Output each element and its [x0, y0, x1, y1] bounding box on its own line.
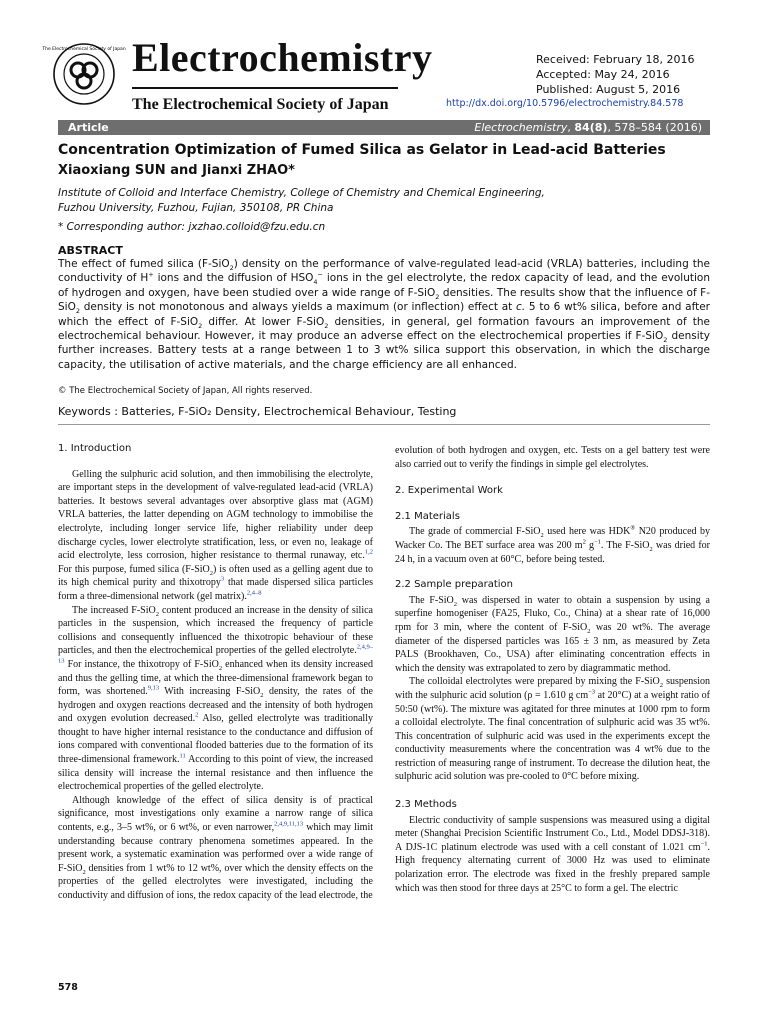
society-logo [42, 42, 126, 106]
journal-name: Electrochemistry [132, 35, 433, 80]
body-column-left [58, 440, 373, 903]
body-column-right [395, 444, 710, 895]
paragraph: The F-SiO$_2$ was dispersed in water to obtain a suspension by using a superfine homogeniser (FA25, Fluko, Co., China) at a shear rate of 16,000 rpm for 3 min, where the content of F-SiO$_2$ was 20 wt%. The average diameter of the dispersed particles was 165 ± 3 nm, as measured by Zeta PALS (Brookhaven, Co., USA) after eliminating concentration effects in which the density was extrapolated to zero by diagrammatic method. [395, 594, 711, 674]
header-divider [132, 87, 398, 89]
subsection-heading: 2.1 Materials [395, 510, 460, 522]
article-type-bar [58, 120, 710, 135]
published-date: Published: August 5, 2016 [536, 83, 681, 96]
doi-link[interactable]: http://dx.doi.org/10.5796/electrochemistry.84.578 [446, 98, 684, 109]
society-name: The Electrochemical Society of Japan [132, 96, 389, 113]
paragraph: The colloidal electrolytes were prepared by mixing the F-SiO$_2$ suspension with the sulphuric acid solution (ρ = 1.610 g $cm^{-3}$ at 20°C) at a weight ratio of 50:50 (wt%). The mixture was agitated for three minutes at 1000 rpm to form a colloidal electrolyte. The final concentration of sulphuric acid was 35 wt%. This concentration of sulphuric acid was used in the experiments except the conductivity measurements where the concentration was 4 wt% due to the restriction of measuring range of instrument. To decrease the dilution heat, the sulphuric acid solution was pre-cooled to 0°C before mixing. [395, 676, 710, 783]
article-title: Concentration Optimization of Fumed Silica as Gelator in Lead-acid Batteries [58, 142, 666, 158]
paragraph: Although knowledge of the effect of silica density is of practical significance, most investigations only examine a narrow range of silica contents, e.g., 3–5 wt%, or 6 wt%, or even narrower,$^{2,4,9,11,13}$ which may limit understanding because contrary phenomena sometimes appeared. In the present work, a systematic examination was performed over a wide range of F-SiO$_2$ densities from 1 wt% to 12 wt%, over which the density effects on the properties of the gelled electrolytes were investigated, including the conductivity and diffusion of ions, the redox capacity of the lead electrode, the [58, 794, 374, 901]
publication-dates [536, 52, 694, 97]
subsection-heading: 2.3 Methods [395, 799, 457, 811]
keywords [58, 405, 456, 418]
section-heading: 2. Experimental Work [395, 485, 503, 497]
abstract-text: The effect of fumed silica (F-SiO$_2$) density on the performance of valve-regulated lead-acid (VRLA) batteries, including the conductivity of H+ ions and the diffusion of $HSO_4^-$ ions in the gel electrolyte, the redox capacity of lead, and the evolution of hydrogen and oxygen, have been studied over a wide range of F-SiO$_2$ densities. The results show that the influence of F-SiO$_2$ density is not monotonous and always yields a maximum (or inflection) effect at c. 5 to 6 wt% silica, before and after which the effect of F-SiO$_2$ differ. At lower F-SiO$_2$ densities, in general, gel formation favours an improvement of the electrochemical behaviour. However, it may produce an adverse effect on the electrochemical properties if F-SiO$_2$ density further increases. Battery tests at a range between 1 to 3 wt% silica support this observation, in which the discharge capacity, the utilisation of active materials, and the charge efficiency are all enhanced. [58, 258, 710, 371]
citation-info: Electrochemistry, 84(8), 578–584 (2016) [474, 121, 702, 134]
received-date: Received: February 18, 2016 [536, 53, 695, 66]
paragraph: Electric conductivity of sample suspensions was measured using a digital meter (Shanghai Precision Scientific Instrument Co., Ltd., Model DDSJ-318). A DJS-1C platinum electrode was used with a cell constant of 1.021 $cm^{-1}$. High frequency alternating current of 3000 Hz was used to eliminate polarization error. The electrode was fixed in the freshly prepared sample which was then stood for three days at 25°C to form a gel. The electric [395, 814, 710, 894]
paragraph: The increased F-SiO$_2$ content produced an increase in the density of silica particles in the suspension, which increased the frequency of particle collisions and consequently influenced the thixotropic behaviour of these particles, and then the electrochemical properties of the gelled electrolyte.$^{2,4,9-13}$ For instance, the thixotropy of F-SiO$_2$ enhanced when its density increased and thus the gelling time, at which the three-dimensional framework began to form, was shortened.$^{9,13}$ With increasing F-SiO$_2$ density, the rates of the hydrogen and oxygen reactions decreased and the intensity of both hydrogen and oxygen evolution decreased.$^2$ Also, gelled electrolyte was traditionally thought to have higher internal resistance to the conductance and diffusion of ions compared with conventional flooded batteries due to the formation of its three-dimensional framework.$^{11}$ According to this point of view, the increased silica density will increase the internal resistance and then influence the electrochemical properties of the gelled electrolyte. [58, 604, 373, 793]
citation-journal: Electrochemistry [474, 121, 568, 134]
subsection-heading: 2.2 Sample preparation [395, 579, 514, 591]
section-heading: 1. Introduction [58, 443, 132, 454]
copyright: © The Electrochemical Society of Japan, All rights reserved. [58, 386, 313, 396]
affiliation-line: Fuzhou University, Fuzhou, Fujian, 350108, PR China [58, 202, 334, 214]
citation-volume: 84(8) [574, 121, 608, 134]
keywords-values: Batteries, F-SiO₂ Density, Electrochemical Behaviour, Testing [121, 405, 457, 418]
corresponding-author: * Corresponding author: jxzhao.colloid@fzu.edu.cn [58, 221, 326, 233]
paragraph: The grade of commercial F-SiO$_2$ used here was HDK® N20 produced by Wacker Co. The BET surface area was 200 $m^2$ $g^{-1}$. The F-SiO$_2$ was dried for 24 h, in a vacuum oven at 60°C, before being tested. [395, 525, 711, 565]
paragraph: Gelling the sulphuric acid solution, and then immobilising the electrolyte, are important steps in the development of valve-regulated lead-acid (VRLA) batteries. It bestows several advantages over absorptive glass mat (AGM) VRLA batteries, the latter depending on AGM technology to immobilise the electrolyte, including longer service life, higher reliability under deep discharge cycles, lower electrolyte stratification, less, or even no, leakage of acid electrolyte, less corrosion, higher resistance to thermal runaway, etc.$^{1,2}$ For this purpose, fumed silica (F-SiO$_2$) is often used as a gelling agent due to its high chemical purity and thixotropy$^3$ that made dispersed silica particles form a three-dimensional network (gel matrix).$^{2,4-8}$ [58, 468, 373, 602]
logo-ring-text: The Electrochemical Society of Japan [42, 47, 126, 52]
page-number: 578 [58, 982, 78, 993]
accepted-date: Accepted: May 24, 2016 [536, 68, 670, 81]
citation-pages: , 578–584 (2016) [607, 121, 702, 134]
keywords-divider [58, 424, 710, 425]
paragraph: evolution of both hydrogen and oxygen, etc. Tests on a gel battery test were also carried out to verify the findings in simple gel electrolytes. [395, 445, 710, 470]
abstract-heading: ABSTRACT [58, 244, 123, 257]
keywords-label: Keywords : [58, 405, 122, 418]
article-type: Article [68, 121, 109, 134]
affiliation [58, 186, 718, 216]
affiliation-line: Institute of Colloid and Interface Chemistry, College of Chemistry and Chemical Engineering, [58, 187, 545, 199]
authors: Xiaoxiang SUN and Jianxi ZHAO* [58, 163, 295, 178]
